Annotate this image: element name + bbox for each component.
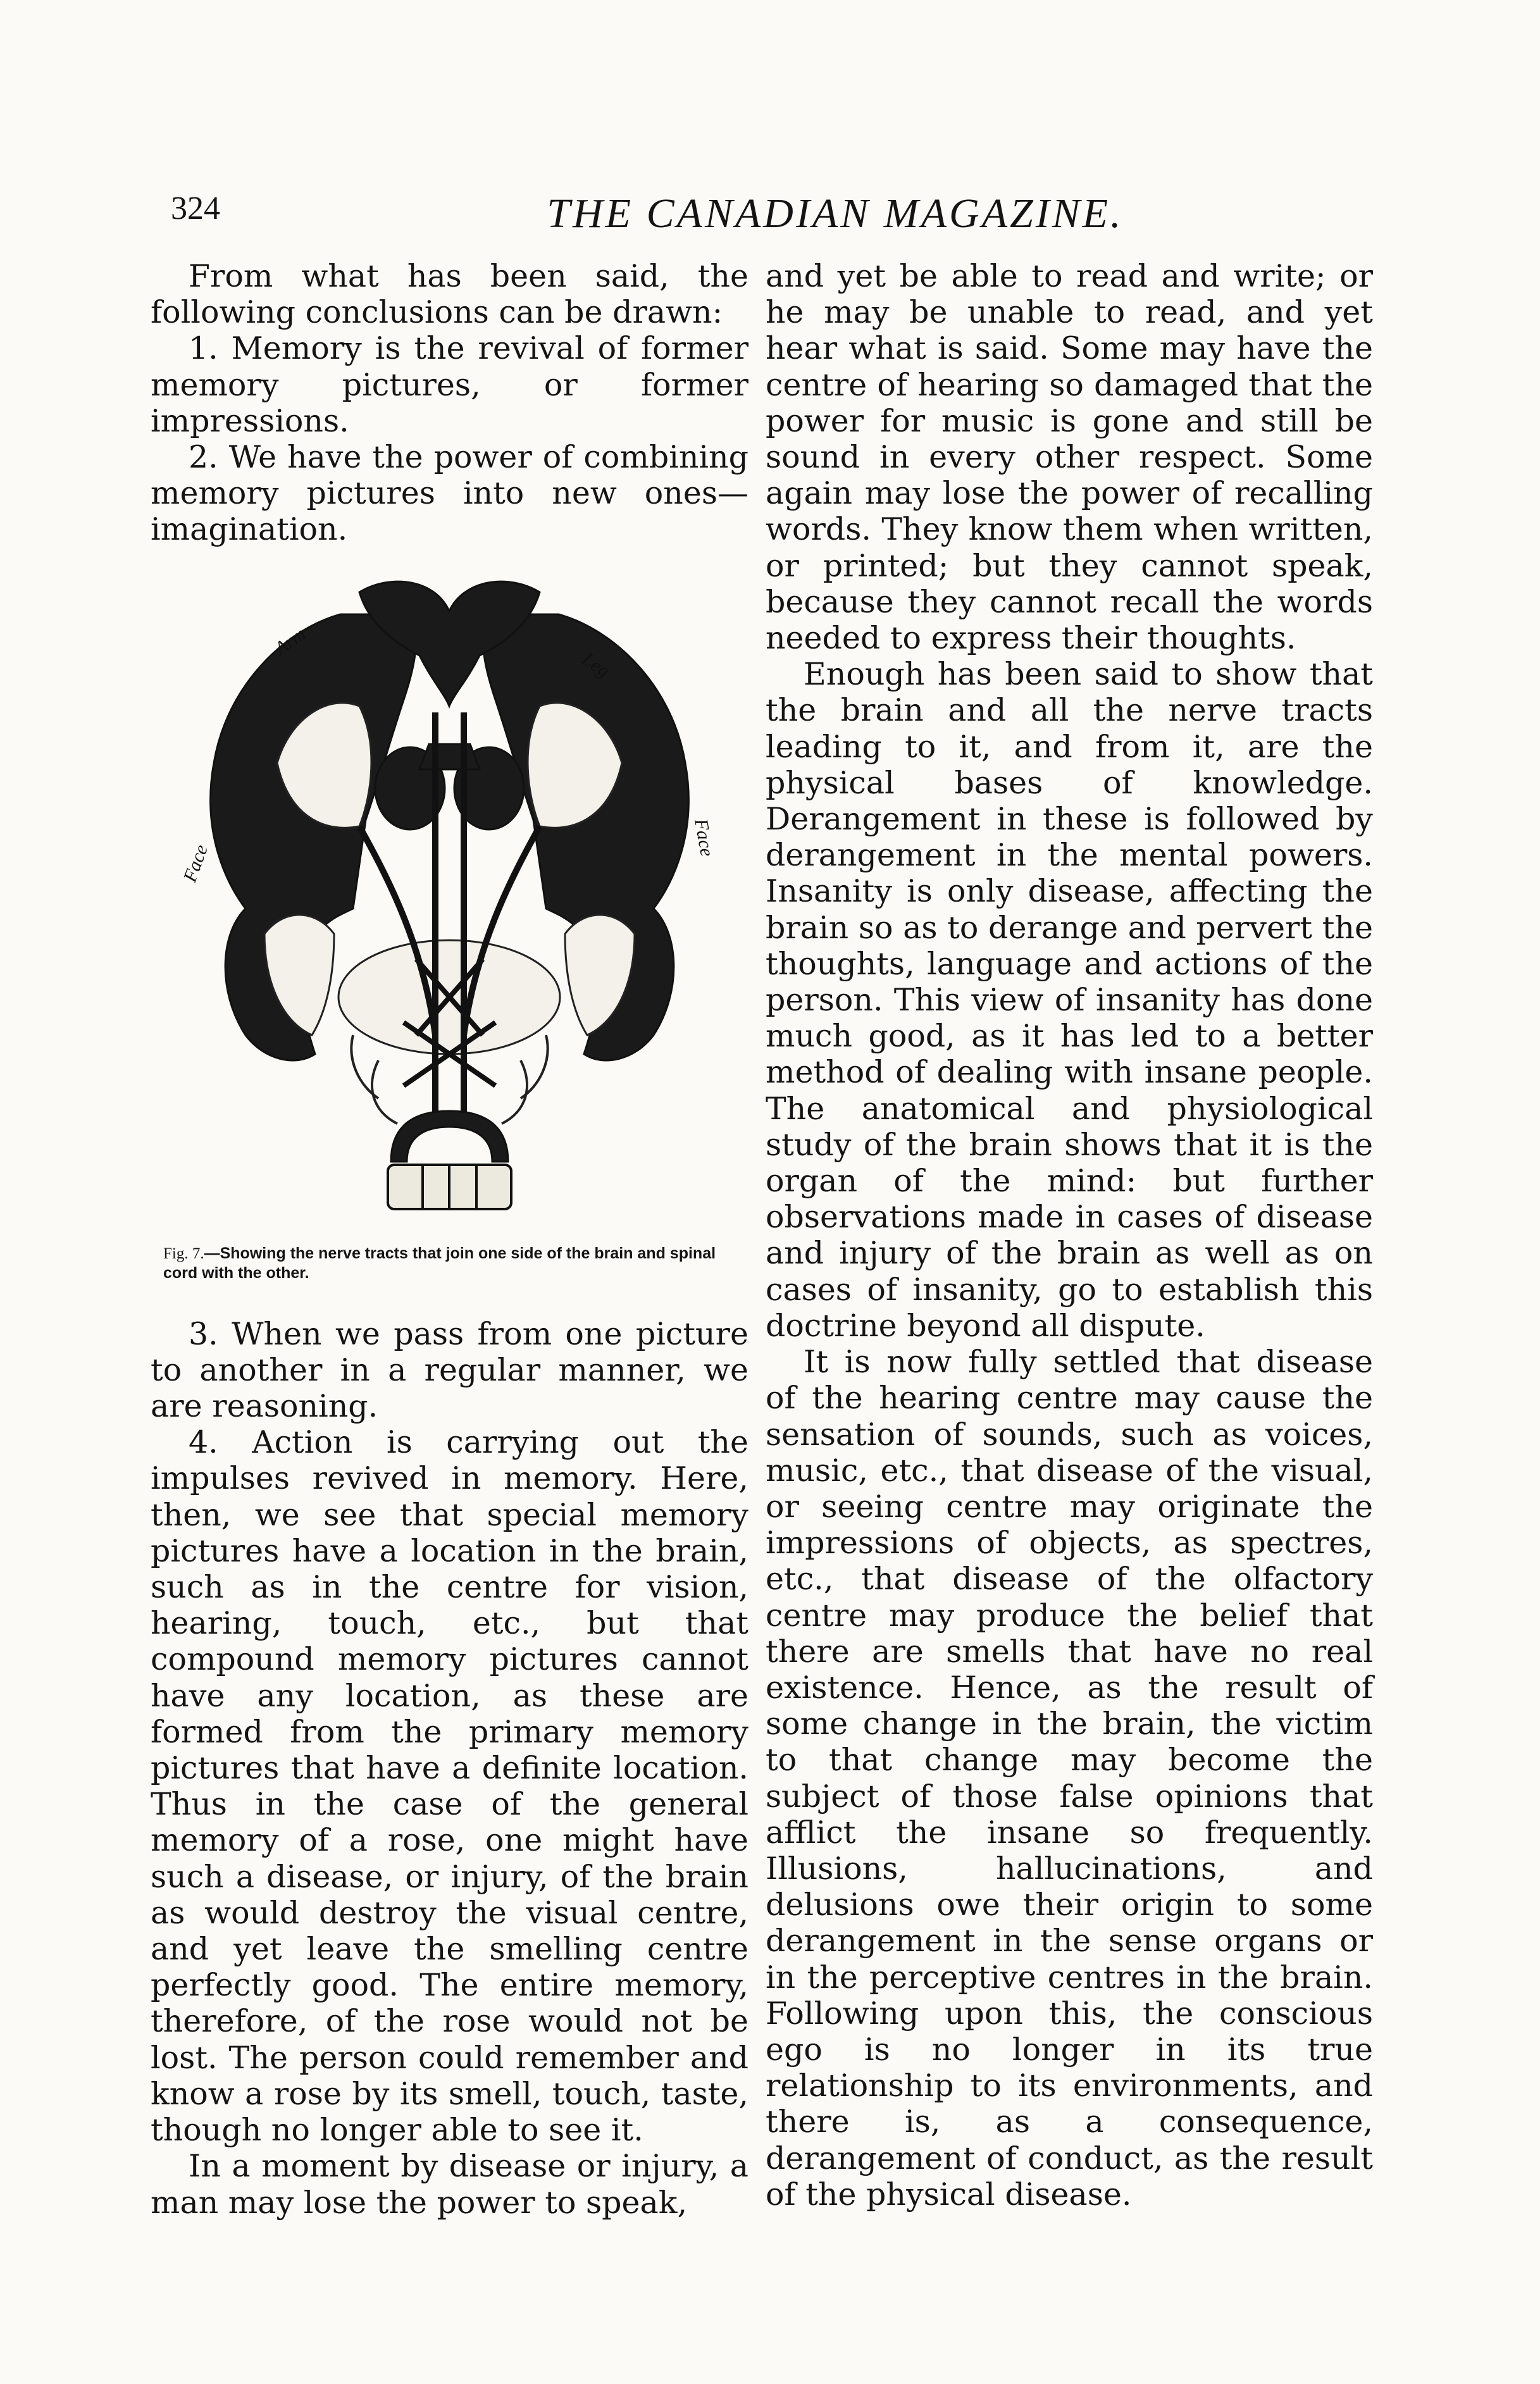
figure-label: Fig. 7.: [163, 1245, 204, 1262]
right-column: [766, 258, 1373, 2213]
paragraph-disease-speech: In a moment by disease or injury, a man may lose the power to speak,: [151, 2148, 748, 2221]
paragraph-conclusions-intro: From what has been said, the following conclusions can be drawn:: [151, 258, 748, 331]
figure-caption: [163, 1244, 748, 1283]
annotation-face-left: Face: [179, 841, 213, 885]
paragraph-conclusion-2: 2. We have the power of combining memory pictures into new ones—imagination.: [151, 439, 748, 548]
magazine-title: THE CANADIAN MAGAZINE.: [547, 190, 1124, 237]
annotation-arm: Arm: [271, 623, 310, 659]
annotation-face-right: Face: [690, 817, 718, 858]
page-number: 324: [171, 190, 220, 227]
brain-nerve-tracts-drawing: [151, 554, 748, 1244]
running-head: [171, 190, 1373, 240]
brain-illustration: [151, 554, 748, 1244]
paragraph-conclusion-1: 1. Memory is the revival of former memory pictures, or former impressions.: [151, 330, 748, 439]
paragraph-conclusion-4: 4. Action is carrying out the impulses revived in memory. Here, then, we see that special memory pictures have a location in the brain, such as in the centre for vision, hearing, touch, etc., but that compound memory pictures cannot have any location, as these are formed from the primary memory pictures that have a definite location. Thus in the case of the general memory of a rose, one might have such a disease, or injury, of the brain as would destroy the visual centre, and yet leave the smelling centre perfectly good. The entire memory, therefore, of the rose would not be lost. The person could remember and know a rose by its smell, touch, taste, though no longer able to see it.: [151, 1424, 748, 2149]
paragraph-continued: and yet be able to read and write; or he may be unable to read, and yet hear what is said. Some may have the centre of hearing so damaged that the power for music is gone and still be sound in every other respect. Some again may lose the power of recalling words. They know them when written, or printed; but they cannot speak, because they cannot recall the words needed to express their thoughts.: [766, 258, 1373, 657]
left-column: [151, 258, 748, 2221]
paragraph-physical-bases: Enough has been said to show that the brain and all the nerve tracts leading to it, and from it, are the physical bases of knowledge. Derangement in these is followed by derangement in the mental powers. Insanity is only disease, affecting the brain so as to derange and pervert the thoughts, language and actions of the person. This view of insanity has done much good, as it has led to a better method of dealing with insane people. The anatomical and physiological study of the brain shows that it is the organ of the mind: but further observations made in cases of disease and injury of the brain as well as on cases of insanity, go to establish this doctrine beyond all dispute.: [766, 656, 1373, 1344]
paragraph-conclusion-3: 3. When we pass from one picture to another in a regular manner, we are reasoning.: [151, 1315, 748, 1425]
paragraph-disease-centres: It is now fully settled that disease of the hearing centre may cause the sensation of sounds, such as voices, music, etc., that disease of the visual, or seeing centre may originate the impressions of objects, as spectres, etc., that disease of the olfactory centre may produce the belief that there are smells that have no real existence. Hence, as the result of some change in the brain, the victim to that change may become the subject of those false opinions that afflict the insane so frequently. Illusions, hallucinations, and delusions owe their origin to some derangement in the sense organs or in the perceptive centres in the brain. Following upon this, the conscious ego is no longer in its true relationship to its environments, and there is, as a consequence, derangement of conduct, as the result of the physical disease.: [766, 1344, 1373, 2213]
figure-caption-text: —Showing the nerve tracts that join one side of the brain and spinal cord with the other.: [163, 1244, 716, 1282]
annotation-leg: Leg: [578, 648, 614, 682]
